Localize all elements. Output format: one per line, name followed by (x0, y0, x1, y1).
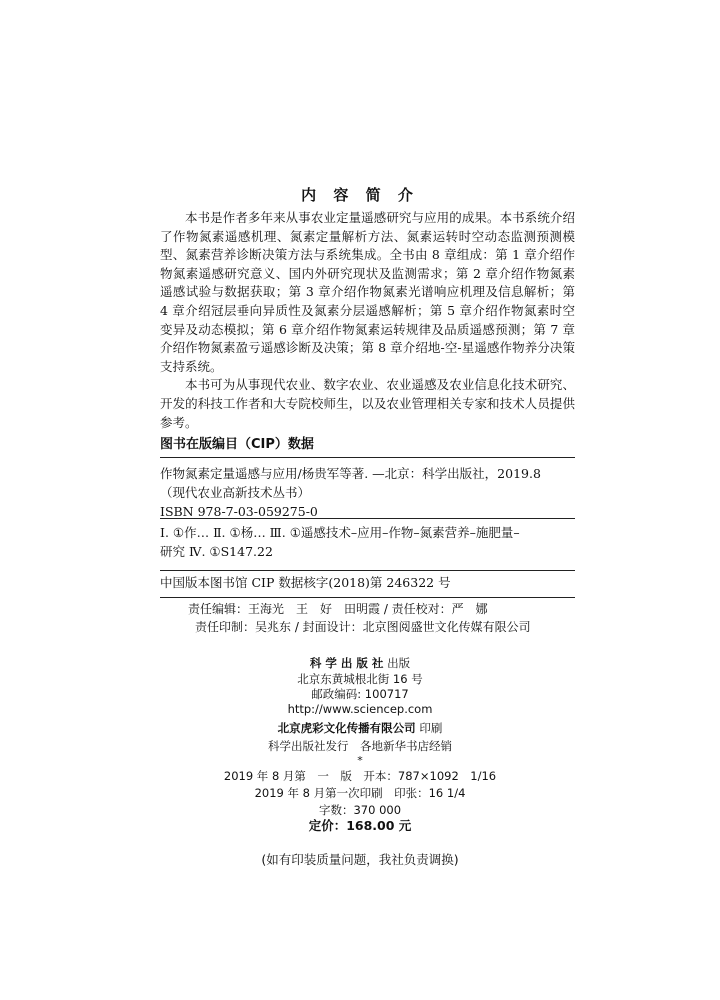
summary-paragraph-2: 本书可为从事现代农业、数字农业、农业遥感及农业信息化技术研究、开发的科技工作者和大专院校师生，以及农业管理相关专家和技术人员提供参考。 (160, 377, 575, 430)
cip-isbn-line: ISBN 978-7-03-059275-0 (160, 504, 318, 519)
cip-title-line: 作物氮素定量遥感与应用/杨贵军等著. —北京：科学出版社，2019.8 (160, 466, 541, 481)
word-count-line: 字数：370 000 (318, 803, 402, 817)
cip-record-number: 中国版本图书馆 CIP 数据核字(2018)第 246322 号 (160, 575, 451, 590)
summary-title: 内 容 简 介 (301, 186, 419, 204)
separator-star: * (357, 754, 363, 767)
quality-notice: (如有印装质量问题，我社负责调换) (261, 852, 459, 867)
publisher-line (0, 655, 720, 671)
cip-main-block (160, 457, 575, 520)
cip-record-block (160, 570, 575, 598)
print-credits: 责任印制：吴兆东 / 封面设计：北京图阅盛世文化传媒有限公司 (195, 620, 531, 634)
publisher-address: 北京东黄城根北街 16 号 (297, 672, 423, 686)
cip-header: 图书在版编目（CIP）数据 (160, 437, 314, 452)
publisher-website: http://www.sciencep.com (287, 702, 433, 716)
summary-paragraph-1: 本书是作者多年来从事农业定量遥感研究与应用的成果。本书系统介绍了作物氮素遥感机理、氮素定量解析方法、氮素运转时空动态监测预测模型、氮素营养诊断决策方法与系统集成。全书由 8 章组成：第 1 章介绍作物氮素遥感研究意义、国内外研究现状及监测需求；第 2 章介绍作物氮素遥感试验与数据获取；第 3 章介绍作物氮素光谱响应机理及信息解析；第 4 章介绍冠层垂向异质性及氮素分层遥感解析；第 5 章介绍作物氮素时空变异及动态模拟；第 6 章介绍作物氮素运转规律及品质遥感预测；第 7 章介绍作物氮素盈亏遥感诊断及决策；第 8 章介绍地-空-星遥感作物养分决策支持系统。 (160, 210, 575, 374)
publisher-suffix: 出版 (387, 656, 411, 670)
printer-line (0, 720, 720, 736)
publisher-name: 科 学 出 版 社 (309, 656, 384, 670)
edition-line: 2019 年 8 月第 一 版 开本：787×1092 1/16 (223, 769, 497, 783)
distribution-line: 科学出版社发行 各地新华书店经销 (268, 739, 452, 753)
publisher-postcode: 邮政编码: 100717 (311, 687, 409, 701)
cip-class-line-1: Ⅰ. ①作… Ⅱ. ①杨… Ⅲ. ①遥感技术–应用–作物–氮素营养–施肥量– (160, 525, 520, 540)
cip-series-line: （现代农业高新技术丛书） (160, 485, 311, 500)
cip-class-line-2: 研究 Ⅳ. ①S147.22 (160, 544, 273, 559)
cip-classification-block (160, 518, 575, 573)
printer-suffix: 印刷 (419, 721, 443, 735)
summary-section (160, 209, 575, 432)
price-line: 定价：168.00 元 (308, 818, 412, 833)
printer-name: 北京虎彩文化传播有限公司 (277, 721, 416, 735)
printing-line: 2019 年 8 月第一次印刷 印张：16 1/4 (254, 786, 466, 800)
editor-credits: 责任编辑：王海光 王 好 田明霞 / 责任校对：严 娜 (188, 602, 488, 616)
